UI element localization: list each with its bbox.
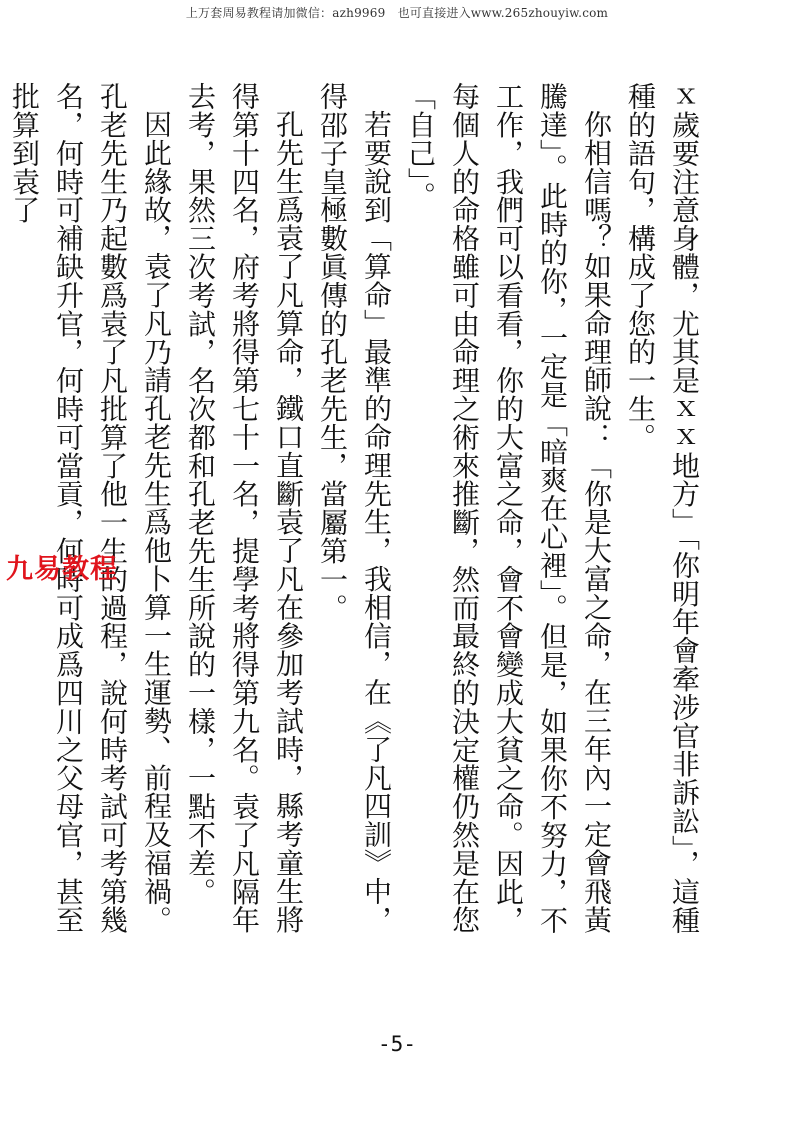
page-header: 上万套周易教程请加微信：azh9969 也可直接进入www.265zhouyiw.com <box>185 6 609 20</box>
paragraph: 孔先生爲袁了凡算命，鐵口直斷袁了凡在參加考試時，縣考童生將得第十四名，府考將得第七十一名，提學考將得第九名。袁了凡隔年去考，果然三次考試，名次都和孔老先生所說的一樣，一點不差。 <box>184 82 305 934</box>
watermark-logo: 九易教程 <box>6 554 118 585</box>
paragraph: 你相信嗎？如果命理師說：「你是大富之命，在三年內一定會飛黃騰達」。此時的你，一定是「暗爽在心裡」。但是，如果你不努力，不工作，我們可以看看，你的大富之命，會不會變成大貧之命。因此，每個人的命格雖可由命理之術來推斷，然而最終的決定權仍然是在您「自己」。 <box>404 82 613 935</box>
body-text <box>2 82 706 942</box>
paragraph: ｘ歲要注意身體，尤其是ｘｘ地方」「你明年會牽涉官非訴訟」，這種種的語句，構成了您的一生。 <box>624 82 701 935</box>
paragraph: 因此緣故，袁了凡乃請孔老先生爲他卜算一生運勢、前程及福禍。孔老先生乃起數爲袁了凡批算了他一生的過程，說何時考試可考第幾名，何時可補缺升官，何時可當貢，何時可成爲四川之父母官，甚至批算到袁了 <box>8 82 173 934</box>
page-number: -5- <box>378 1032 416 1056</box>
paragraph: 若要說到「算命」最準的命理先生，我相信，在《了凡四訓》中，得邵子皇極數眞傳的孔老先生，當屬第一。 <box>316 82 393 934</box>
